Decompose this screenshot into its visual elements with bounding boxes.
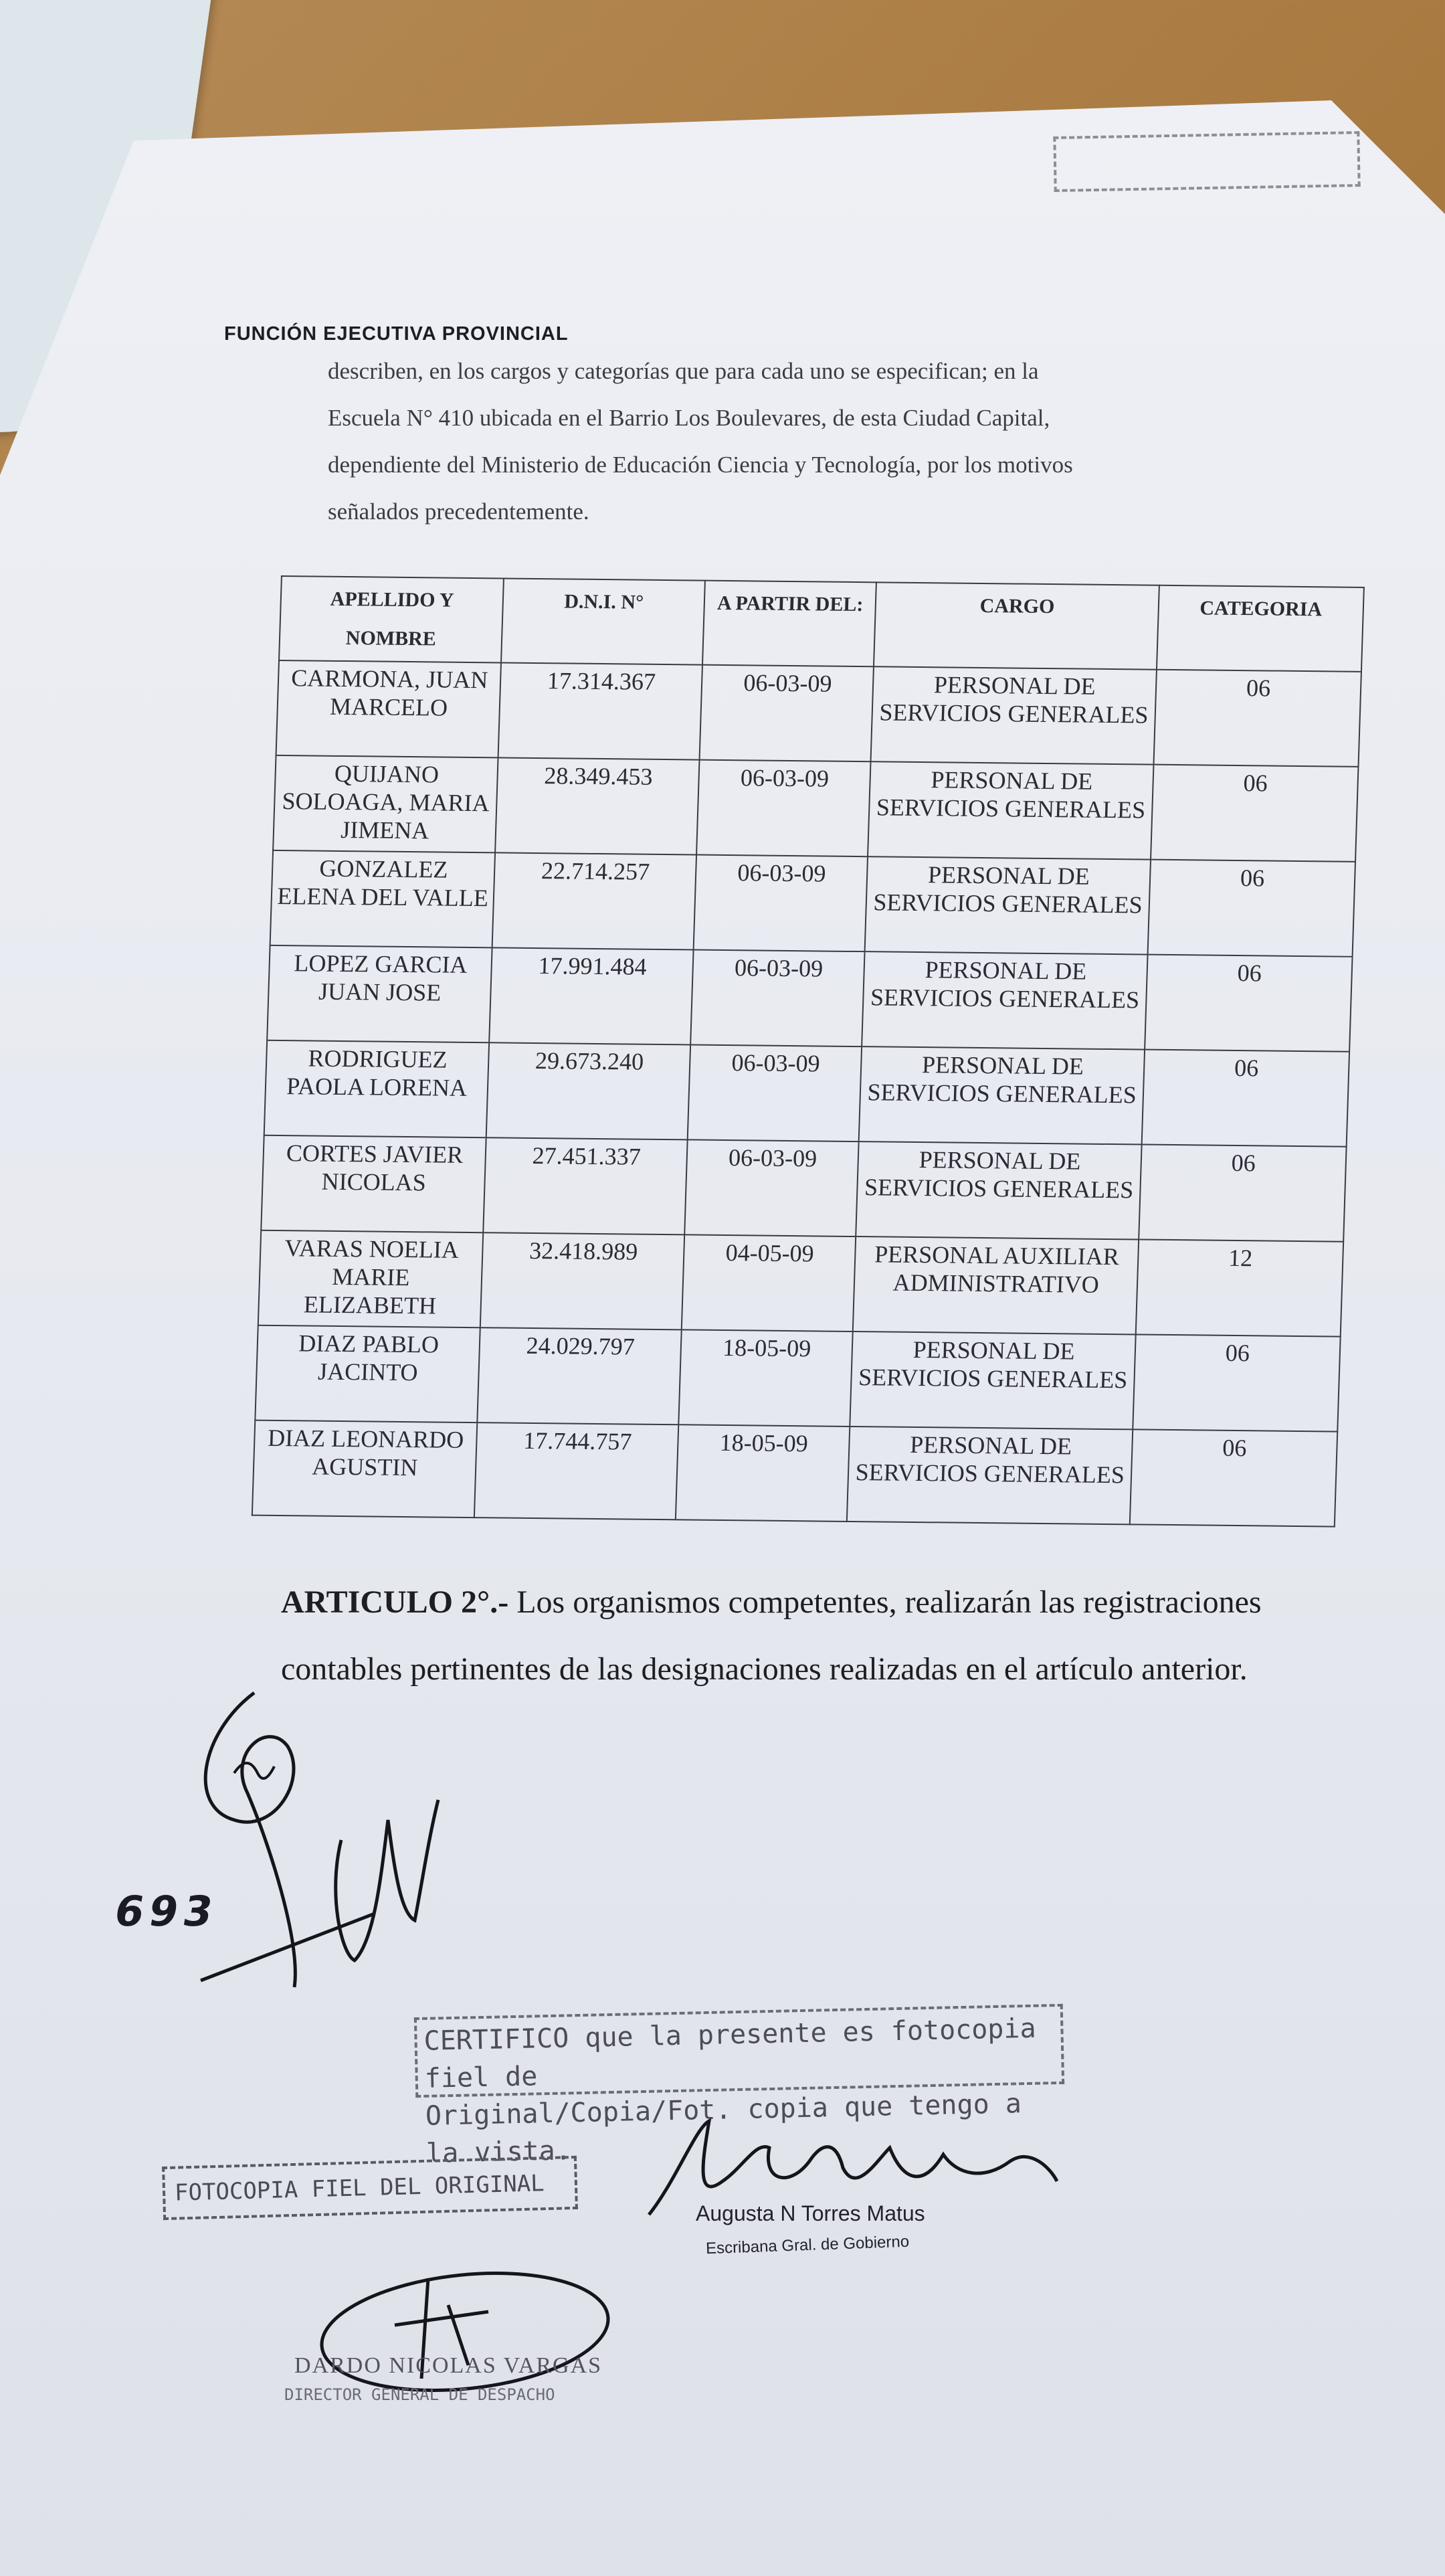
cell-categoria: 06 — [1130, 1429, 1337, 1526]
intro-line: describen, en los cargos y categorías que para cada uno se especifican; en la — [328, 358, 1039, 384]
cell-dni: 17.314.367 — [498, 662, 702, 759]
cell-cargo: PERSONAL DE SERVICIOS GENERALES — [868, 761, 1153, 859]
table-row — [255, 1325, 1340, 1432]
intro-paragraph — [328, 348, 1291, 535]
intro-line: Escuela N° 410 ubicada en el Barrio Los Boulevares, de esta Ciudad Capital, — [328, 405, 1050, 431]
cell-categoria: 12 — [1136, 1239, 1343, 1336]
cell-cargo: PERSONAL DE SERVICIOS GENERALES — [847, 1427, 1133, 1524]
cell-dni: 28.349.453 — [496, 757, 700, 854]
cell-dni: 17.991.484 — [490, 947, 694, 1044]
cell-name: LOPEZ GARCIA JUAN JOSE — [267, 945, 492, 1042]
table-row — [258, 1230, 1343, 1337]
cell-name: CARMONA, JUAN MARCELO — [276, 660, 502, 757]
table-row — [261, 1135, 1346, 1242]
document-header: FUNCIÓN EJECUTIVA PROVINCIAL — [224, 323, 569, 345]
cell-date: 06-03-09 — [694, 855, 868, 952]
header-cargo: CARGO — [874, 582, 1159, 669]
cell-dni: 29.673.240 — [486, 1042, 690, 1139]
cell-cargo: PERSONAL DE SERVICIOS GENERALES — [856, 1141, 1142, 1239]
cell-date: 06-03-09 — [700, 665, 874, 762]
cell-date: 06-03-09 — [688, 1044, 862, 1141]
table-header-row — [279, 576, 1364, 672]
table-row — [264, 1040, 1349, 1147]
header-dni: D.N.I. N° — [501, 578, 705, 664]
table-row — [276, 660, 1361, 767]
cell-name: DIAZ LEONARDO AGUSTIN — [252, 1420, 478, 1517]
notary-title: Escribana Gral. de Gobierno — [705, 2232, 910, 2258]
table-row — [252, 1420, 1337, 1527]
cell-dni: 24.029.797 — [478, 1327, 682, 1424]
cell-categoria: 06 — [1133, 1334, 1340, 1431]
cell-cargo: PERSONAL DE SERVICIOS GENERALES — [850, 1331, 1136, 1429]
intro-line: señalados precedentemente. — [328, 498, 589, 525]
intro-line: dependiente del Ministerio de Educación Ciencia y Tecnología, por los motivos — [328, 452, 1073, 478]
cell-dni: 17.744.757 — [474, 1422, 678, 1520]
header-name: APELLIDO Y NOMBRE — [279, 576, 504, 662]
cell-cargo: PERSONAL DE SERVICIOS GENERALES — [871, 666, 1157, 764]
cell-dni: 27.451.337 — [484, 1137, 688, 1234]
top-stamp — [1053, 131, 1360, 192]
director-name: DARDO NICOLAS VARGAS — [294, 2353, 603, 2378]
article-label: ARTICULO 2°.- — [281, 1584, 509, 1620]
cell-categoria: 06 — [1148, 860, 1355, 957]
cell-name: GONZALEZ ELENA DEL VALLE — [270, 850, 496, 947]
cell-dni: 22.714.257 — [492, 852, 696, 949]
cell-name: RODRIGUEZ PAOLA LORENA — [264, 1040, 490, 1137]
director-title: DIRECTOR GENERAL DE DESPACHO — [284, 2385, 555, 2404]
cell-cargo: PERSONAL AUXILIAR ADMINISTRATIVO — [853, 1236, 1139, 1334]
cell-categoria: 06 — [1142, 1050, 1349, 1147]
cell-name: DIAZ PABLO JACINTO — [255, 1325, 480, 1422]
page-number: 693 — [110, 1887, 222, 1936]
cell-cargo: PERSONAL DE SERVICIOS GENERALES — [862, 951, 1148, 1049]
cell-date: 04-05-09 — [682, 1234, 856, 1331]
article-text: Los organismos competentes, realizarán las registraciones contables pertinentes de las designaciones realizadas en el artículo anterior. — [281, 1584, 1262, 1687]
cert-line: Original/Copia/Fot. copia que tengo a la vista. — [425, 2088, 1022, 2169]
cell-date: 06-03-09 — [696, 760, 871, 857]
cell-categoria: 06 — [1139, 1145, 1346, 1242]
certification-stamp — [414, 2004, 1064, 2169]
cell-dni: 32.418.989 — [480, 1232, 684, 1329]
cell-date: 06-03-09 — [690, 949, 865, 1046]
table-row — [267, 945, 1352, 1052]
cell-date: 18-05-09 — [676, 1424, 850, 1522]
fotocopia-stamp: FOTOCOPIA FIEL DEL ORIGINAL — [162, 2156, 578, 2220]
table-row — [270, 850, 1355, 957]
cell-date: 06-03-09 — [684, 1139, 859, 1236]
cell-categoria: 06 — [1153, 670, 1361, 767]
handwritten-initials — [174, 1673, 455, 2021]
cert-line: CERTIFICO que la presente es fotocopia fiel de — [423, 2013, 1037, 2094]
header-categoria: CATEGORIA — [1157, 585, 1364, 672]
cell-name: QUIJANO SOLOAGA, MARIA JIMENA — [273, 755, 498, 852]
cell-categoria: 06 — [1145, 955, 1352, 1052]
header-date: A PARTIR DEL: — [702, 581, 876, 667]
director-signature — [314, 2265, 629, 2399]
appointments-table — [252, 575, 1365, 1528]
table-row — [273, 755, 1358, 862]
cell-cargo: PERSONAL DE SERVICIOS GENERALES — [859, 1046, 1145, 1144]
cell-name: CORTES JAVIER NICOLAS — [261, 1135, 486, 1232]
cell-name: VARAS NOELIA MARIE ELIZABETH — [258, 1230, 484, 1327]
cell-cargo: PERSONAL DE SERVICIOS GENERALES — [865, 856, 1151, 954]
notary-name: Augusta N Torres Matus — [696, 2201, 925, 2225]
cell-categoria: 06 — [1151, 765, 1358, 862]
cell-date: 18-05-09 — [678, 1329, 853, 1427]
